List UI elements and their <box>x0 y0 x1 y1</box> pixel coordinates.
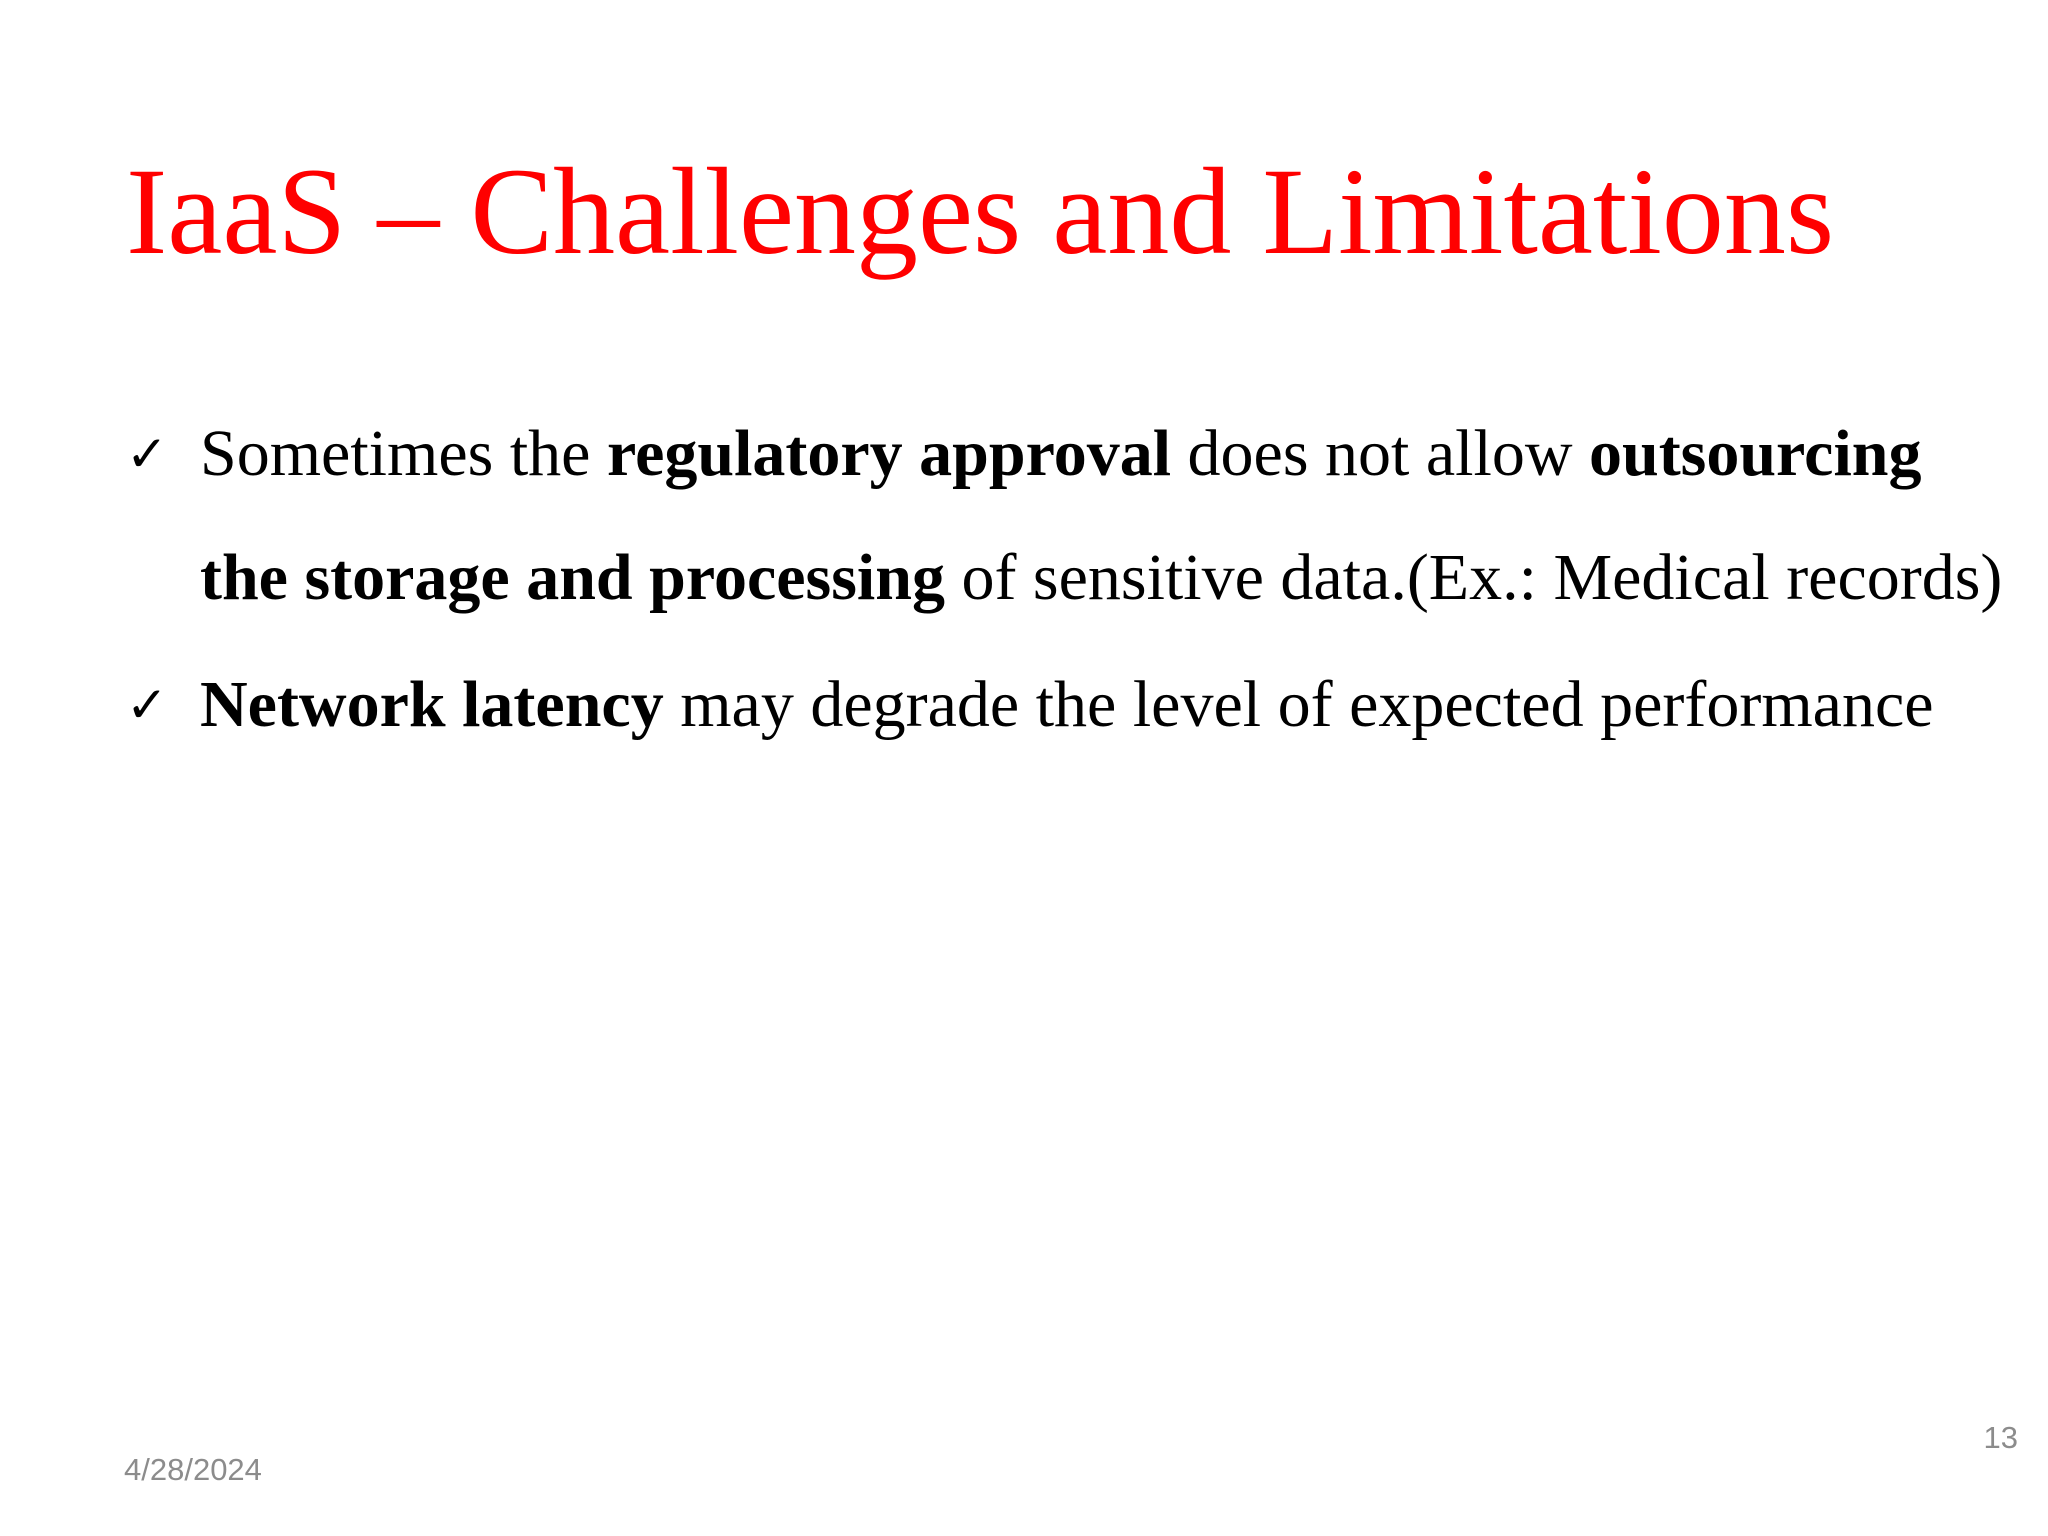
slide-title: IaaS – Challenges and Limitations <box>126 143 1835 280</box>
bullet-segment: of sensitive data.(Ex.: Medical records) <box>944 541 2003 614</box>
bullet-segment-bold: outsourcing the storage and processing <box>200 417 1922 614</box>
bullet-segment-bold: regulatory approval <box>606 417 1172 490</box>
bullet-segment-bold: Network latency <box>200 668 664 741</box>
checkmark-icon: ✓ <box>126 425 168 483</box>
bullet-text <box>200 668 1934 741</box>
page-number: 13 <box>1983 1420 2018 1455</box>
bullet-segment: Sometimes the <box>200 417 607 490</box>
bullet-item <box>126 392 2006 640</box>
bullet-item <box>126 643 2006 767</box>
bullet-segment: may degrade the level of expected performance <box>663 668 1934 741</box>
footer-date: 4/28/2024 <box>124 1452 262 1487</box>
checkmark-icon: ✓ <box>126 676 168 734</box>
bullet-segment: does not allow <box>1171 417 1589 490</box>
bullet-text <box>200 417 2002 614</box>
bullet-list <box>126 392 2006 770</box>
